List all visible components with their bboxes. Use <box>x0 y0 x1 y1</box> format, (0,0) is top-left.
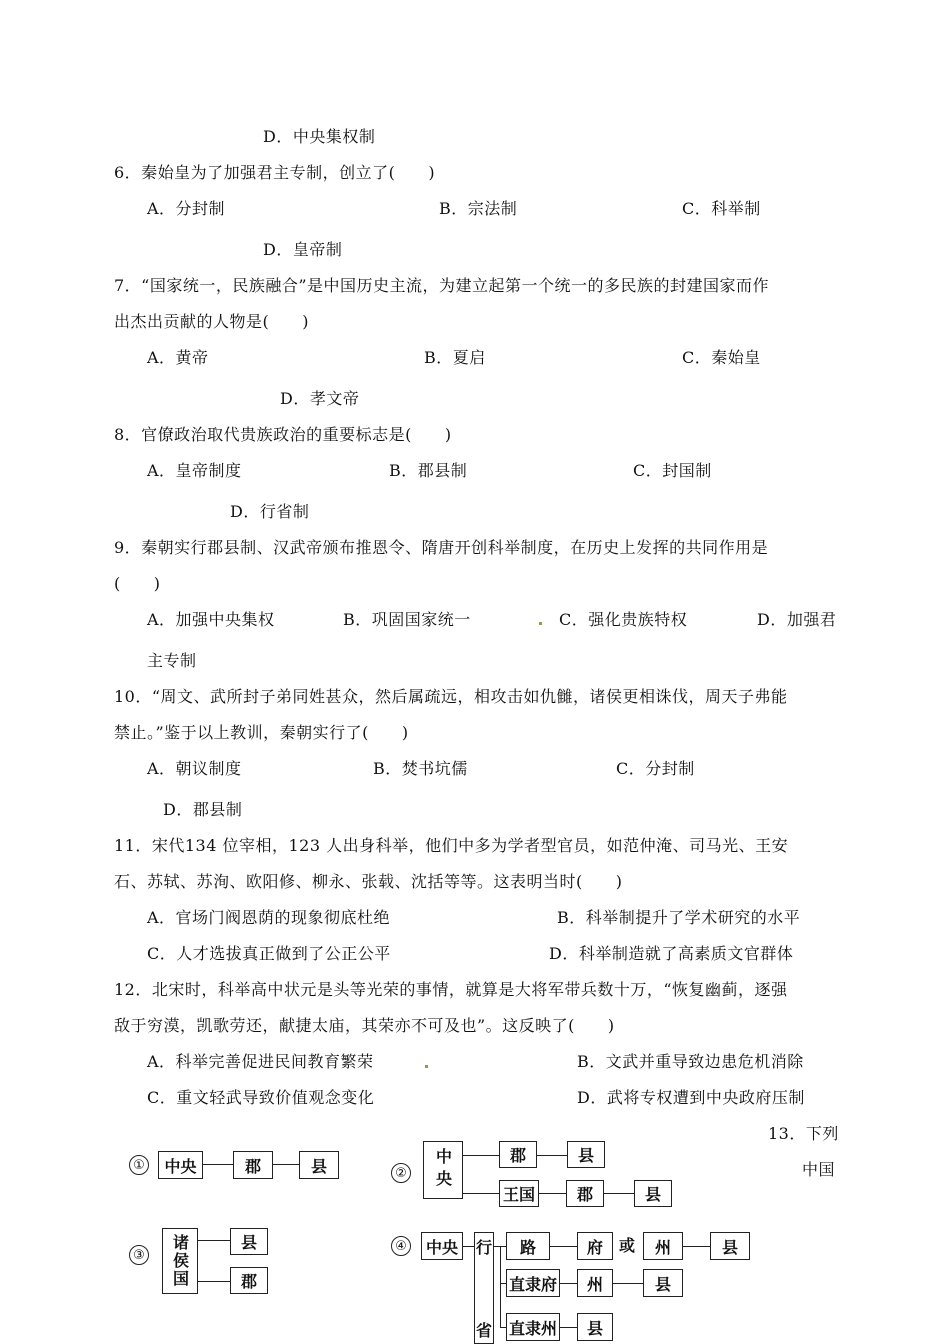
q7-option-c: C．秦始皇 <box>682 348 761 367</box>
q10-option-c: C．分封制 <box>616 759 695 778</box>
q12-option-b: B．文武并重导致边患危机消除 <box>577 1052 804 1071</box>
diagram-1-box-xian: 县 <box>299 1151 339 1179</box>
diagram-2-number: ② <box>391 1163 411 1183</box>
diagram-4-xing: 行 <box>475 1238 492 1257</box>
diagram-4-box-center: 中央 <box>421 1232 463 1260</box>
q12-stem-line1: 12．北宋时，科举高中状元是头等光荣的事情，就算是大将军带兵数十万，“恢复幽蓟，逐强 <box>114 980 788 999</box>
q8-stem: 8．官僚政治取代贵族政治的重要标志是( ) <box>114 425 452 444</box>
speck <box>539 622 542 625</box>
diagram-1-number: ① <box>129 1155 149 1175</box>
q6-option-a: A．分封制 <box>147 199 226 218</box>
q12-option-c: C．重文轻武导致价值观念变化 <box>147 1088 375 1107</box>
q9-stem-line1: 9．秦朝实行郡县制、汉武帝颁布推恩令、隋唐开创科举制度，在历史上发挥的共同作用是 <box>114 538 769 557</box>
diagram-4-box-xian3: 县 <box>577 1313 613 1341</box>
diagram-3-box-zhuhouguo: 诸侯国 <box>162 1228 198 1294</box>
diagram-4-sheng: 省 <box>475 1321 492 1340</box>
diagram-2-box-xian: 县 <box>567 1141 605 1168</box>
diagram-2-box-wangguo: 王国 <box>499 1180 539 1207</box>
diagram-2-box-jun2: 郡 <box>566 1180 604 1207</box>
q12-stem-line2: 敌于穷漠，凯歌劳还，献捷太庙，其荣亦不可及也”。这反映了( ) <box>114 1016 615 1035</box>
q11-stem-line2: 石、苏轼、苏洵、欧阳修、柳永、张载、沈括等等。这表明当时( ) <box>114 872 623 891</box>
q9-option-a: A．加强中央集权 <box>147 610 275 629</box>
diagram-4-box-zhilizhou: 直隶州 <box>506 1313 560 1341</box>
q10-option-d: D．郡县制 <box>163 800 243 819</box>
q8-option-a: A．皇帝制度 <box>147 461 242 480</box>
diagram-4-box-xian2: 县 <box>643 1269 683 1297</box>
q7-option-d: D．孝文帝 <box>280 389 360 408</box>
q10-option-b: B．焚书坑儒 <box>373 759 468 778</box>
q11-option-b: B．科举制提升了学术研究的水平 <box>557 908 801 927</box>
q8-option-c: C．封国制 <box>633 461 712 480</box>
q12-option-a: A．科举完善促进民间教育繁荣 <box>147 1052 374 1071</box>
diagram-1-box-center: 中央 <box>158 1151 203 1179</box>
diagram-2-box-center: 中央 <box>423 1141 463 1199</box>
diagram-4-box-zhou: 州 <box>643 1232 683 1260</box>
diagram-4-box-zhilifu: 直隶府 <box>506 1269 560 1297</box>
diagram-3-box-jun: 郡 <box>230 1267 268 1294</box>
q12-option-d: D．武将专权遭到中央政府压制 <box>577 1088 805 1107</box>
q8-option-b: B．郡县制 <box>389 461 468 480</box>
q6-option-c: C．科举制 <box>682 199 761 218</box>
diagram-4-box-fu: 府 <box>577 1232 613 1260</box>
q6-option-d: D．皇帝制 <box>263 240 343 259</box>
q10-stem-line1: 10．“周文、武所封子弟同姓甚众，然后属疏远，相攻击如仇雠，诸侯更相诛伐，周天子弗能 <box>114 687 788 706</box>
q5-option-d: D．中央集权制 <box>263 127 376 146</box>
q9-stem-line2: ( ) <box>114 574 161 593</box>
q7-option-b: B．夏启 <box>424 348 486 367</box>
q7-stem-line1: 7．“国家统一，民族融合”是中国历史主流，为建立起第一个统一的多民族的封建国家而作 <box>114 276 770 295</box>
q11-option-c: C．人才选拔真正做到了公正公平 <box>147 944 391 963</box>
q9-option-d: D．加强君 <box>757 610 837 629</box>
diagram-4-box-lu: 路 <box>506 1232 550 1260</box>
diagram-4-box-xian: 县 <box>710 1232 750 1260</box>
diagram-2-box-xian2: 县 <box>634 1180 672 1207</box>
q7-stem-line2: 出杰出贡献的人物是( ) <box>114 312 309 331</box>
diagram-3-number: ③ <box>129 1245 149 1265</box>
q6-option-b: B．宗法制 <box>439 199 518 218</box>
q13-stem-part2: 中国 <box>802 1160 836 1179</box>
diagram-3-box-xian: 县 <box>230 1228 268 1255</box>
q13-stem-part1: 13．下列 <box>768 1124 839 1143</box>
q11-option-a: A．官场门阀恩荫的现象彻底杜绝 <box>147 908 391 927</box>
diagram-4-or: 或 <box>619 1236 636 1255</box>
diagram-1-box-jun: 郡 <box>233 1151 273 1179</box>
q9-option-c: C．强化贵族特权 <box>559 610 688 629</box>
q7-option-a: A．黄帝 <box>147 348 209 367</box>
q11-option-d: D．科举制造就了高素质文官群体 <box>549 944 794 963</box>
diagram-4-number: ④ <box>391 1236 411 1256</box>
q9-option-d-cont: 主专制 <box>147 651 197 670</box>
q8-option-d: D．行省制 <box>230 502 310 521</box>
diagram-4-box-xingsheng <box>474 1232 494 1344</box>
q11-stem-line1: 11．宋代134 位宰相，123 人出身科举，他们中多为学者型官员，如范仲淹、司马光、王安 <box>114 836 789 855</box>
speck <box>425 1065 428 1068</box>
diagram-2-box-jun: 郡 <box>499 1141 537 1168</box>
q6-stem: 6．秦始皇为了加强君主专制，创立了( ) <box>114 163 436 182</box>
diagram-4-box-zhou2: 州 <box>577 1269 613 1297</box>
q10-stem-line2: 禁止。”鉴于以上教训，秦朝实行了( ) <box>114 723 409 742</box>
q10-option-a: A．朝议制度 <box>147 759 242 778</box>
q9-option-b: B．巩固国家统一 <box>343 610 471 629</box>
